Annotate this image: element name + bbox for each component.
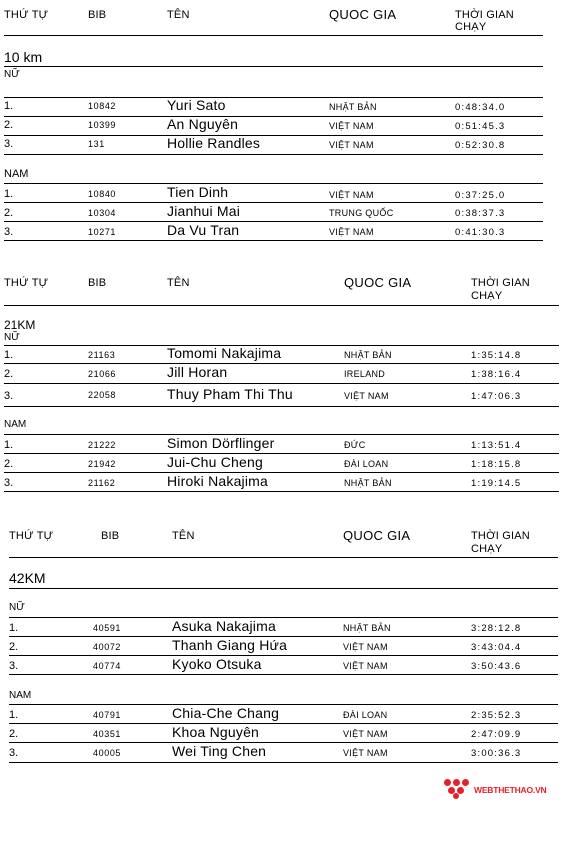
divider xyxy=(9,674,558,675)
finish-time: 1:35:14.8 xyxy=(471,350,522,361)
divider xyxy=(4,202,543,203)
bib: 10840 xyxy=(88,189,117,199)
divider xyxy=(4,35,543,36)
bib: 40005 xyxy=(93,748,122,758)
header-rank: THỨ TỰ xyxy=(4,9,49,21)
divider xyxy=(4,453,559,454)
divider xyxy=(9,704,558,705)
bib: 40791 xyxy=(93,710,122,720)
finish-time: 1:38:16.4 xyxy=(471,369,522,380)
country: VIỆT NAM xyxy=(343,729,388,739)
bib: 40591 xyxy=(93,623,122,633)
divider xyxy=(9,742,558,743)
divider xyxy=(4,363,559,364)
finish-time: 3:50:43.6 xyxy=(471,661,522,672)
bib: 22058 xyxy=(88,390,117,400)
rank: 2. xyxy=(9,641,19,653)
header-bib: BIB xyxy=(101,530,120,542)
brand-logo xyxy=(444,779,559,801)
runner-name: Hiroki Nakajima xyxy=(167,473,269,489)
country: VIỆT NAM xyxy=(329,227,374,237)
runner-name: Tomomi Nakajima xyxy=(167,345,282,361)
runner-name: Jui-Chu Cheng xyxy=(167,454,263,470)
finish-time: 0:52:30.8 xyxy=(455,140,506,151)
country: ĐÀI LOAN xyxy=(343,710,388,720)
gender-label: NAM xyxy=(4,168,29,180)
distance-title: 42KM xyxy=(9,570,46,586)
runner-name: Chia-Che Chang xyxy=(172,705,280,721)
rank: 1. xyxy=(4,439,14,451)
finish-time: 0:37:25.0 xyxy=(455,190,506,201)
finish-time: 3:43:04.4 xyxy=(471,642,522,653)
country: NHẬT BẢN xyxy=(344,478,392,488)
runner-name: Da Vu Tran xyxy=(167,222,240,238)
finish-time: 0:38:37.3 xyxy=(455,208,506,219)
header-rank: THỨ TỰ xyxy=(9,530,54,542)
country: ĐỨC xyxy=(344,440,366,450)
divider xyxy=(4,472,559,473)
bib: 40072 xyxy=(93,642,122,652)
header-country: QUOC GIA xyxy=(344,275,412,290)
bib: 21163 xyxy=(88,350,116,360)
logo-dots-icon xyxy=(444,779,470,799)
gender-label: NAM xyxy=(4,419,27,430)
bib: 131 xyxy=(88,139,105,149)
finish-time: 2:47:09.9 xyxy=(471,729,522,740)
divider xyxy=(4,135,543,136)
country: TRUNG QUỐC xyxy=(329,208,394,218)
divider xyxy=(4,434,559,435)
country: VIỆT NAM xyxy=(329,140,374,150)
country: VIỆT NAM xyxy=(343,642,388,652)
distance-title: 21KM xyxy=(4,318,36,332)
finish-time: 3:00:36.3 xyxy=(471,748,522,759)
country: NHẬT BẢN xyxy=(329,102,377,112)
bib: 40351 xyxy=(93,729,122,739)
runner-name: Jianhui Mai xyxy=(167,203,241,219)
divider xyxy=(9,588,558,589)
rank: 1. xyxy=(4,100,14,112)
finish-time: 0:51:45.3 xyxy=(455,121,506,132)
header-name: TÊN xyxy=(172,530,195,542)
divider xyxy=(9,655,558,656)
divider xyxy=(9,762,558,763)
gender-label: NỮ xyxy=(9,602,25,613)
country: NHẬT BẢN xyxy=(343,623,391,633)
finish-time: 1:19:14.5 xyxy=(471,478,522,489)
bib: 10304 xyxy=(88,208,117,218)
header-time-line2: CHẠY xyxy=(471,290,503,302)
distance-title: 10 km xyxy=(4,49,43,65)
divider xyxy=(4,183,543,184)
rank: 3. xyxy=(4,138,14,150)
bib: 21222 xyxy=(88,440,117,450)
rank: 1. xyxy=(4,349,14,361)
finish-time: 3:28:12.8 xyxy=(471,623,522,634)
rank: 3. xyxy=(4,477,14,489)
divider xyxy=(4,116,543,117)
divider xyxy=(4,491,559,492)
rank: 2. xyxy=(4,368,14,380)
header-name: TÊN xyxy=(167,9,190,21)
divider xyxy=(4,154,543,155)
bib: 10271 xyxy=(88,227,117,237)
header-country: QUOC GIA xyxy=(329,7,397,22)
runner-name: Tien Dinh xyxy=(167,184,229,200)
finish-time: 2:35:52.3 xyxy=(471,710,522,721)
runner-name: Kyoko Otsuka xyxy=(172,656,262,672)
bib: 21162 xyxy=(88,478,116,488)
country: NHẬT BẢN xyxy=(344,350,392,360)
divider xyxy=(4,406,559,407)
rank: 1. xyxy=(9,622,19,634)
country: IRELAND xyxy=(344,369,386,379)
bib: 21066 xyxy=(88,369,117,379)
divider xyxy=(4,240,543,241)
divider xyxy=(9,723,558,724)
bib: 10399 xyxy=(88,120,117,130)
runner-name: Thanh Giang Hứa xyxy=(172,637,288,653)
country: ĐÀI LOAN xyxy=(344,459,389,469)
rank: 3. xyxy=(9,660,19,672)
finish-time: 1:47:06.3 xyxy=(471,391,522,402)
runner-name: Asuka Nakajima xyxy=(172,618,276,634)
rank: 3. xyxy=(4,226,14,238)
runner-name: Hollie Randles xyxy=(167,135,261,151)
rank: 3. xyxy=(4,390,14,402)
bib: 21942 xyxy=(88,459,117,469)
country: VIỆT NAM xyxy=(343,661,388,671)
gender-label: NỮ xyxy=(4,332,20,343)
divider xyxy=(4,66,543,67)
divider xyxy=(4,221,543,222)
header-time: THỜI GIAN xyxy=(471,277,530,289)
gender-label: NỮ xyxy=(4,69,20,80)
bib: 40774 xyxy=(93,661,122,671)
header-time: THỜI GIAN xyxy=(455,9,514,21)
finish-time: 0:41:30.3 xyxy=(455,227,506,238)
header-time-line2: CHẠY xyxy=(471,543,503,555)
rank: 1. xyxy=(9,709,19,721)
header-bib: BIB xyxy=(88,277,107,289)
rank: 2. xyxy=(4,458,14,470)
rank: 2. xyxy=(9,728,19,740)
runner-name: Yuri Sato xyxy=(167,97,226,113)
divider xyxy=(4,383,559,384)
country: VIỆT NAM xyxy=(329,121,374,131)
country: VIỆT NAM xyxy=(344,391,389,401)
finish-time: 0:48:34.0 xyxy=(455,102,506,113)
header-country: QUOC GIA xyxy=(343,528,411,543)
brand-name: WEBTHETHAO.VN xyxy=(474,785,547,795)
bib: 10842 xyxy=(88,101,117,111)
header-time: THỜI GIAN xyxy=(471,530,530,542)
runner-name: Wei Ting Chen xyxy=(172,743,267,759)
divider xyxy=(4,345,559,346)
finish-time: 1:18:15.8 xyxy=(471,459,522,470)
finish-time: 1:13:51.4 xyxy=(471,440,522,451)
header-name: TÊN xyxy=(167,277,190,289)
rank: 3. xyxy=(9,747,19,759)
runner-name: Thuy Pham Thi Thu xyxy=(167,386,293,402)
header-bib: BIB xyxy=(88,9,107,21)
country: VIỆT NAM xyxy=(343,748,388,758)
rank: 2. xyxy=(4,119,14,131)
rank: 1. xyxy=(4,188,14,200)
country: VIỆT NAM xyxy=(329,190,374,200)
runner-name: Simon Dörflinger xyxy=(167,435,275,451)
runner-name: Jill Horan xyxy=(167,364,228,380)
divider xyxy=(9,617,558,618)
runner-name: An Nguyên xyxy=(167,116,239,132)
divider xyxy=(9,557,558,558)
header-rank: THỨ TỰ xyxy=(4,277,49,289)
header-time-line2: CHẠY xyxy=(455,21,487,33)
runner-name: Khoa Nguyên xyxy=(172,724,260,740)
divider xyxy=(4,305,559,306)
rank: 2. xyxy=(4,207,14,219)
gender-label: NAM xyxy=(9,690,32,701)
divider xyxy=(4,97,543,98)
